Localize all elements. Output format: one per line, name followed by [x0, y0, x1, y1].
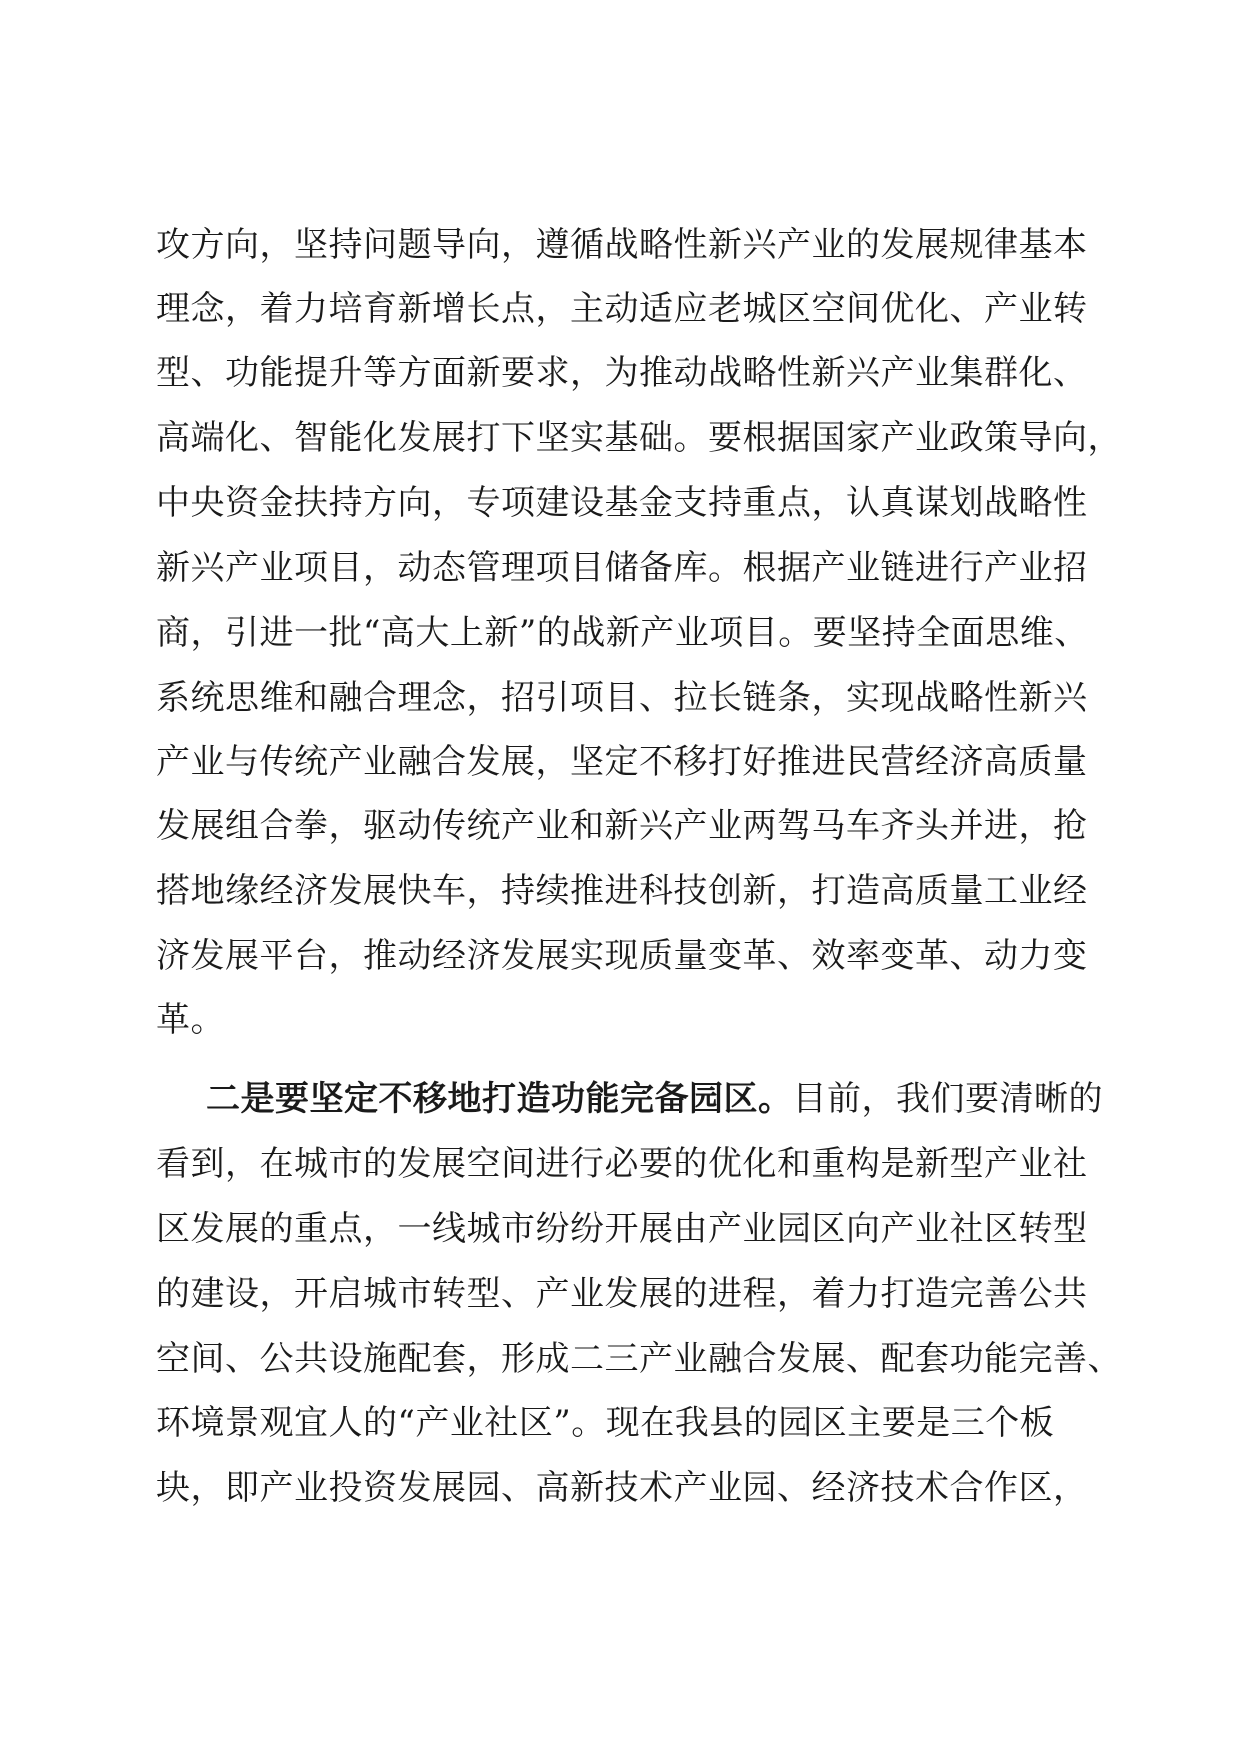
paragraph2-line: 环境景观宜人的“产业社区”。现在我县的园区主要是三个板	[156, 1403, 1055, 1443]
paragraph1-line: 革。	[156, 1000, 225, 1040]
paragraph1-line: 济发展平台，推动经济发展实现质量变革、效率变革、动力变	[156, 936, 1088, 976]
paragraph2-first-line-text: 目前，我们要清晰的	[792, 1079, 1103, 1119]
paragraph2-first-line	[206, 1074, 1103, 1124]
paragraph2-line: 空间、公共设施配套，形成二三产业融合发展、配套功能完善、	[156, 1339, 1122, 1379]
paragraph1-line: 搭地缘经济发展快车，持续推进科技创新，打造高质量工业经	[156, 871, 1088, 911]
paragraph2-line: 块，即产业投资发展园、高新技术产业园、经济技术合作区，	[156, 1468, 1088, 1508]
paragraph2-line: 的建设，开启城市转型、产业发展的进程，着力打造完善公共	[156, 1274, 1088, 1314]
paragraph1-line: 产业与传统产业融合发展，坚定不移打好推进民营经济高质量	[156, 742, 1088, 782]
section-heading: 二是要坚定不移地打造功能完备园区。	[206, 1079, 793, 1119]
paragraph1-line: 商，引进一批“高大上新”的战新产业项目。要坚持全面思维、	[156, 613, 1089, 653]
paragraph1-line: 中央资金扶持方向，专项建设基金支持重点，认真谋划战略性	[156, 483, 1088, 523]
paragraph1-line: 发展组合拳，驱动传统产业和新兴产业两驾马车齐头并进，抢	[156, 806, 1088, 846]
paragraph1-line: 系统思维和融合理念，招引项目、拉长链条，实现战略性新兴	[156, 678, 1088, 718]
paragraph1-line: 攻方向，坚持问题导向，遵循战略性新兴产业的发展规律基本	[156, 225, 1088, 265]
paragraph1-line: 理念，着力培育新增长点，主动适应老城区空间优化、产业转	[156, 289, 1088, 329]
paragraph1-line: 型、功能提升等方面新要求，为推动战略性新兴产业集群化、	[156, 353, 1088, 393]
paragraph1-line: 新兴产业项目，动态管理项目储备库。根据产业链进行产业招	[156, 548, 1088, 588]
paragraph1-line: 高端化、智能化发展打下坚实基础。要根据国家产业政策导向，	[156, 418, 1122, 458]
paragraph2-line: 看到，在城市的发展空间进行必要的优化和重构是新型产业社	[156, 1144, 1088, 1184]
paragraph2-line: 区发展的重点，一线城市纷纷开展由产业园区向产业社区转型	[156, 1209, 1088, 1249]
